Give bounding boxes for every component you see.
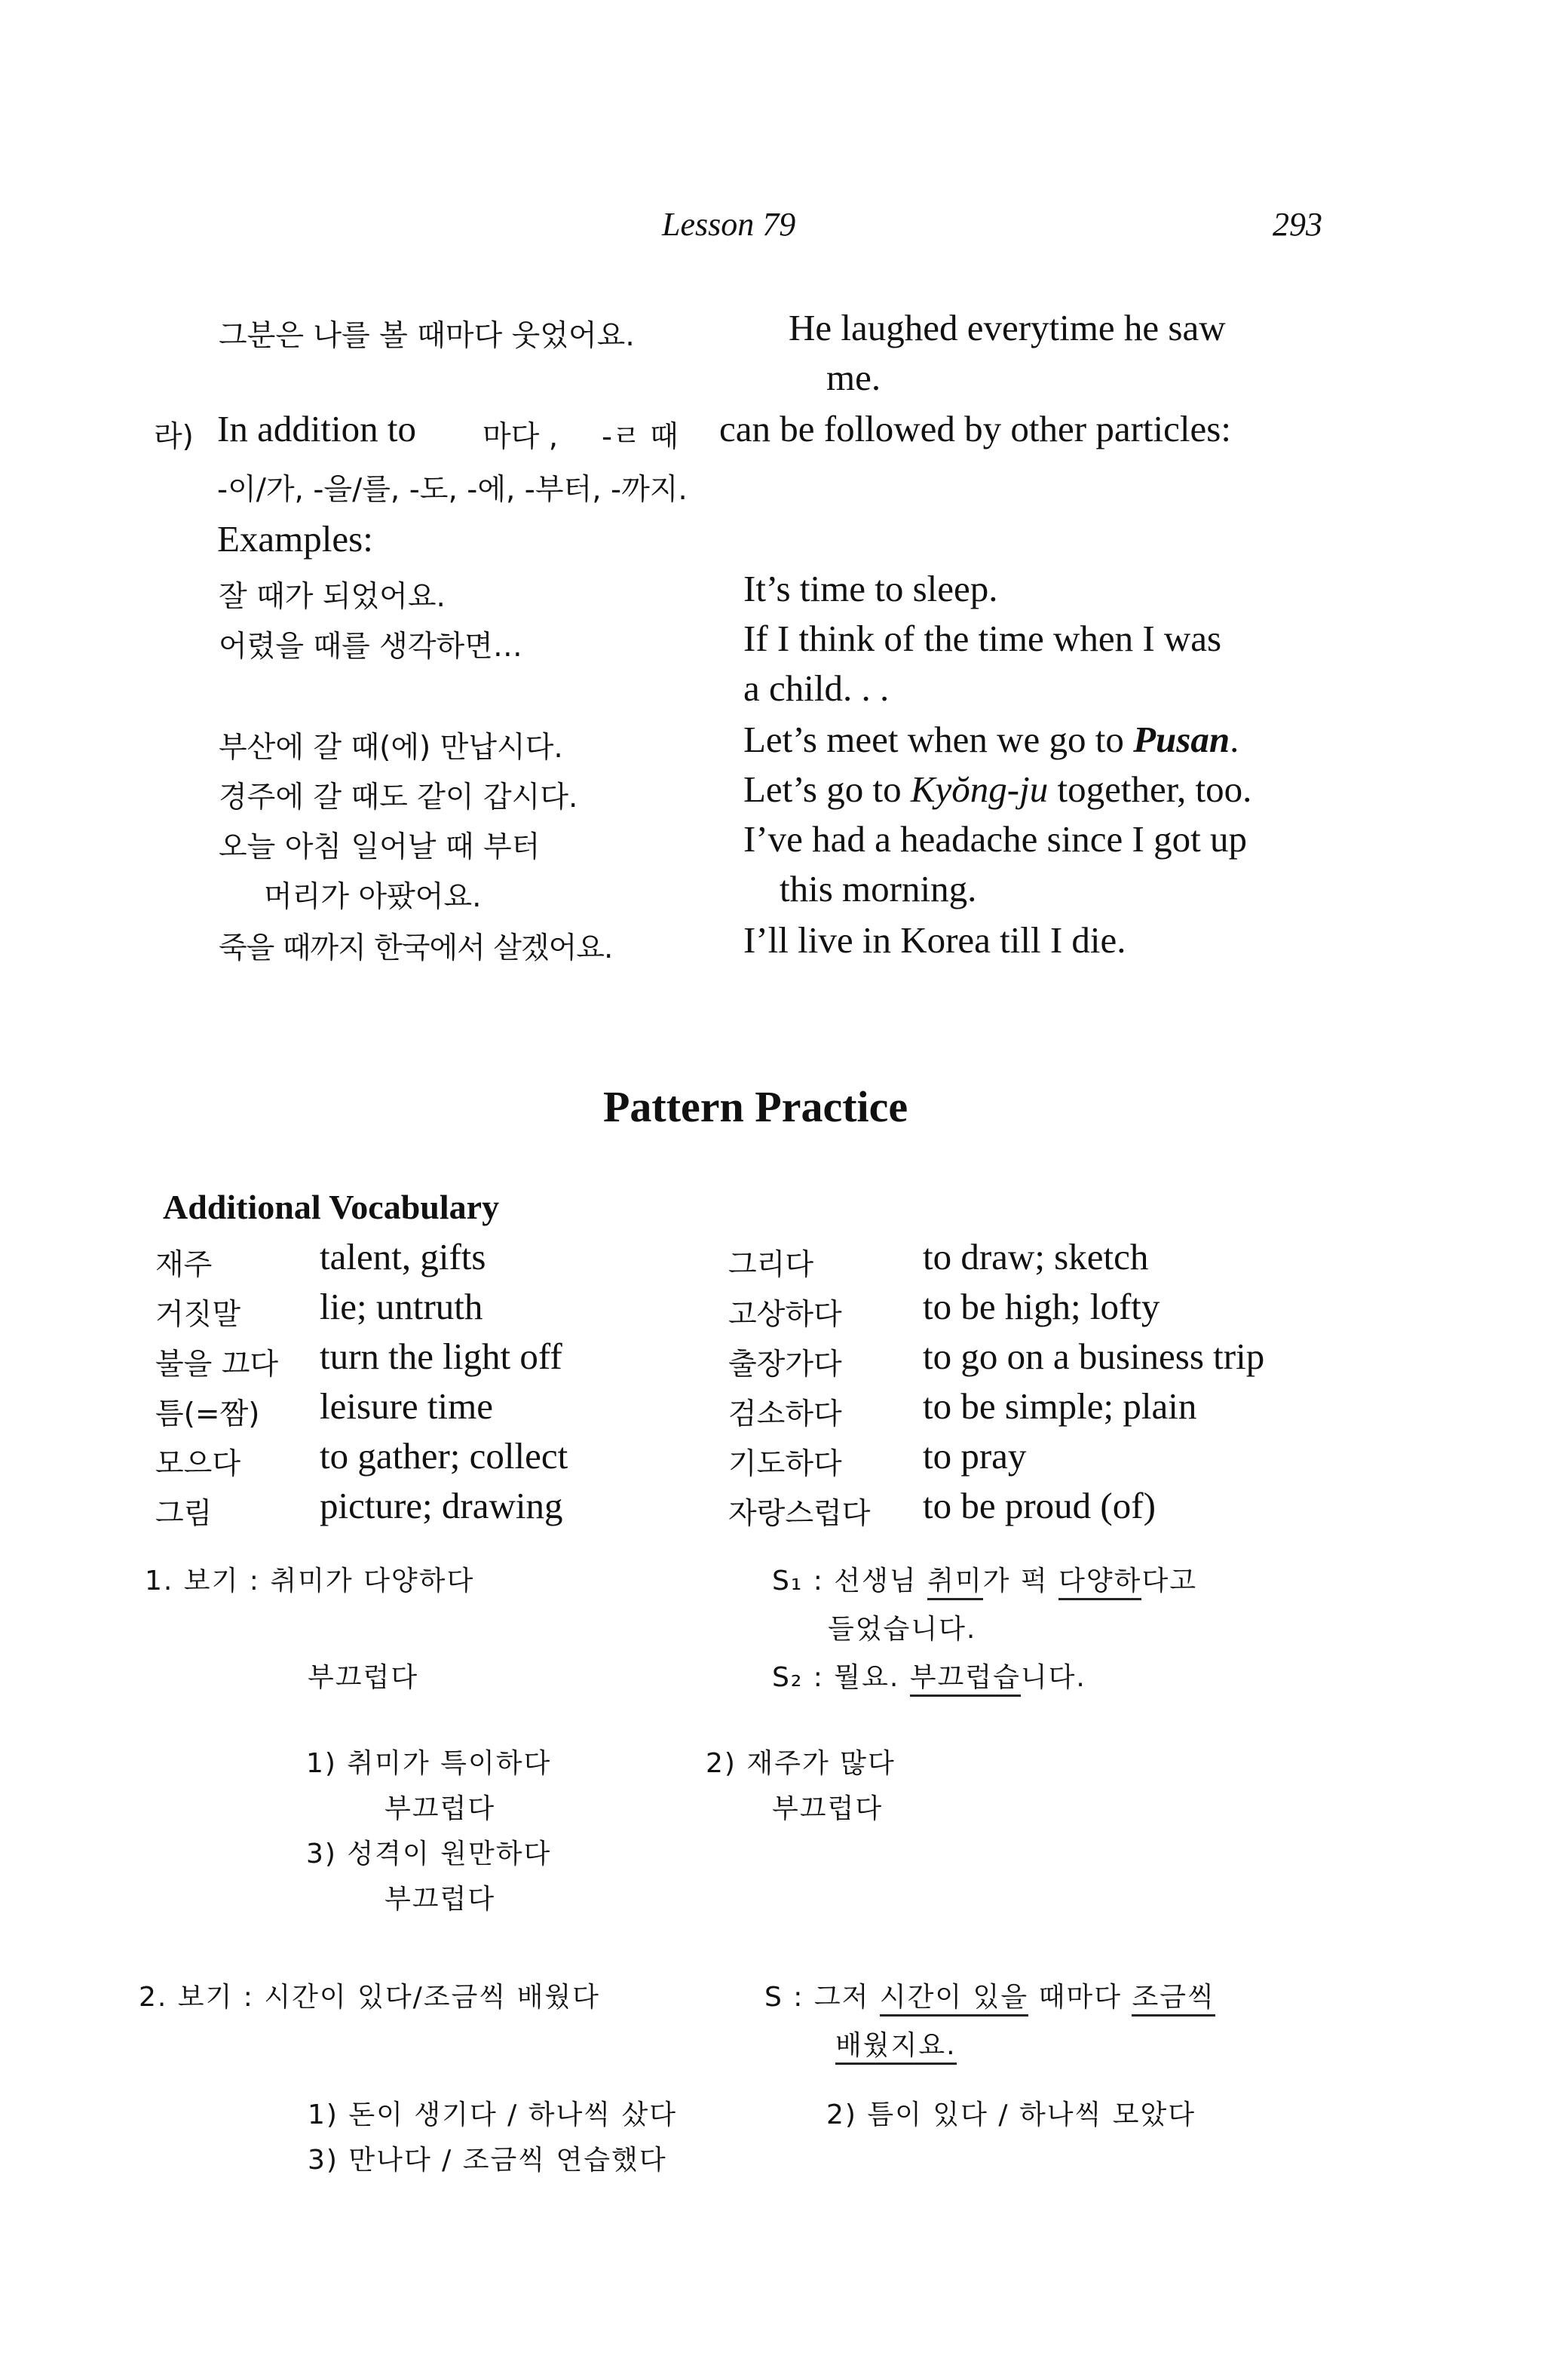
example-english-4: Let’s meet when we go to Pusan.	[743, 719, 1239, 760]
vocab-right-ko-3: 출장가다	[728, 1348, 842, 1382]
exercise-1-item-1: 1) 취미가 특이하다	[306, 1748, 552, 1779]
vocab-heading: Additional Vocabulary	[163, 1188, 500, 1226]
intro-example-english-2: me.	[826, 357, 881, 398]
vocab-right-ko-5: 기도하다	[728, 1447, 842, 1481]
example-korean-1: 잘 때가 되었어요.	[219, 580, 446, 614]
vocab-right-en-4: to be simple; plain	[923, 1385, 1197, 1427]
particles-list: -이/가, -을/를, -도, -에, -부터, -까지.	[217, 473, 688, 507]
vocab-left-ko-2: 거짓말	[155, 1298, 241, 1332]
vocab-right-en-1: to draw; sketch	[923, 1236, 1149, 1277]
vocab-right-en-5: to pray	[923, 1435, 1027, 1477]
exercise-1-item-3-sub: 부끄럽다	[384, 1884, 496, 1915]
exercise-2-s-line1: S : 그저 시간이 있을 때마다 조금씩	[764, 1976, 1215, 2014]
vocab-left-en-4: leisure time	[320, 1385, 493, 1427]
exercise-1-item-2-sub: 부끄럽다	[772, 1793, 884, 1824]
example-english-7: this morning.	[780, 868, 977, 909]
vocab-left-en-2: lie; untruth	[320, 1286, 483, 1327]
exercise-1-item-3: 3) 성격이 원만하다	[306, 1839, 552, 1869]
exercise-1-s1-line2: 들었습니다.	[828, 1614, 977, 1645]
vocab-right-ko-1: 그리다	[728, 1248, 814, 1282]
exercise-1-item-2: 2) 재주가 많다	[706, 1748, 896, 1779]
item-marker: 라)	[154, 420, 194, 454]
example-english-6: I’ve had a headache since I got up	[743, 818, 1247, 860]
vocab-right-ko-4: 검소하다	[728, 1397, 842, 1431]
vocab-right-ko-6: 자랑스럽다	[728, 1497, 871, 1531]
exercise-1-prompt: 1. 보기 : 취미가 다양하다	[145, 1566, 475, 1596]
intro-example-korean: 그분은 나를 볼 때마다 웃었어요.	[219, 319, 635, 353]
exercise-2-item-2: 2) 틈이 있다 / 하나씩 모았다	[826, 2099, 1196, 2130]
exercise-2-s-line2: 배웠지요.	[835, 2024, 957, 2063]
exercise-1-sub: 부끄럽다	[308, 1662, 419, 1693]
example-korean-2: 어렸을 때를 생각하면…	[219, 630, 522, 664]
example-english-1: It’s time to sleep.	[743, 568, 998, 609]
section-title: Pattern Practice	[603, 1082, 908, 1131]
exercise-1-s2: S₂ : 뭘요. 부끄럽습니다.	[772, 1656, 1086, 1695]
vocab-left-ko-5: 모으다	[155, 1447, 241, 1481]
vocab-left-en-5: to gather; collect	[320, 1435, 568, 1477]
exercise-2-prompt: 2. 보기 : 시간이 있다/조금씩 배웠다	[139, 1982, 600, 2013]
page-number: 293	[1273, 206, 1322, 243]
vocab-right-en-6: to be proud (of)	[923, 1485, 1156, 1526]
intro-korean-1: 마다 ,	[482, 420, 559, 454]
vocab-right-en-2: to be high; lofty	[923, 1286, 1160, 1327]
vocab-left-ko-6: 그림	[155, 1497, 213, 1531]
example-korean-6: 머리가 아팠어요.	[264, 880, 482, 914]
vocab-left-ko-3: 불을 끄다	[155, 1348, 279, 1382]
vocab-left-en-6: picture; drawing	[320, 1485, 563, 1526]
exercise-1-item-1-sub: 부끄럽다	[384, 1793, 496, 1824]
vocab-right-en-3: to go on a business trip	[923, 1336, 1265, 1377]
example-english-8: I’ll live in Korea till I die.	[743, 919, 1126, 961]
example-korean-5: 오늘 아침 일어날 때 부터	[219, 830, 541, 864]
intro-text-2: can be followed by other particles:	[719, 408, 1231, 449]
vocab-left-ko-1: 재주	[155, 1248, 213, 1282]
vocab-left-ko-4: 틈(=짬)	[155, 1397, 260, 1431]
exercise-2-item-3: 3) 만나다 / 조금씩 연습했다	[308, 2145, 667, 2176]
example-english-3: a child. . .	[743, 667, 890, 709]
exercise-2-item-1: 1) 돈이 생기다 / 하나씩 샀다	[308, 2099, 678, 2130]
vocab-right-ko-2: 고상하다	[728, 1298, 842, 1332]
example-korean-3: 부산에 갈 때(에) 만납시다.	[219, 731, 563, 765]
running-header-title: Lesson 79	[662, 206, 796, 243]
intro-korean-2: -ㄹ 때	[602, 420, 679, 454]
example-korean-4: 경주에 갈 때도 같이 갑시다.	[219, 781, 578, 814]
exercise-1-s1-line1: S₁ : 선생님 취미가 퍽 다양하다고	[772, 1560, 1197, 1598]
intro-text-1: In addition to	[217, 408, 417, 449]
examples-heading: Examples:	[217, 518, 373, 560]
vocab-left-en-1: talent, gifts	[320, 1236, 486, 1277]
example-korean-7: 죽을 때까지 한국에서 살겠어요.	[219, 931, 613, 965]
intro-example-english-1: He laughed everytime he saw	[789, 307, 1226, 348]
example-english-5: Let’s go to Kyŏng-ju together, too.	[743, 768, 1252, 810]
example-english-2: If I think of the time when I was	[743, 618, 1222, 659]
vocab-left-en-3: turn the light off	[320, 1336, 562, 1377]
